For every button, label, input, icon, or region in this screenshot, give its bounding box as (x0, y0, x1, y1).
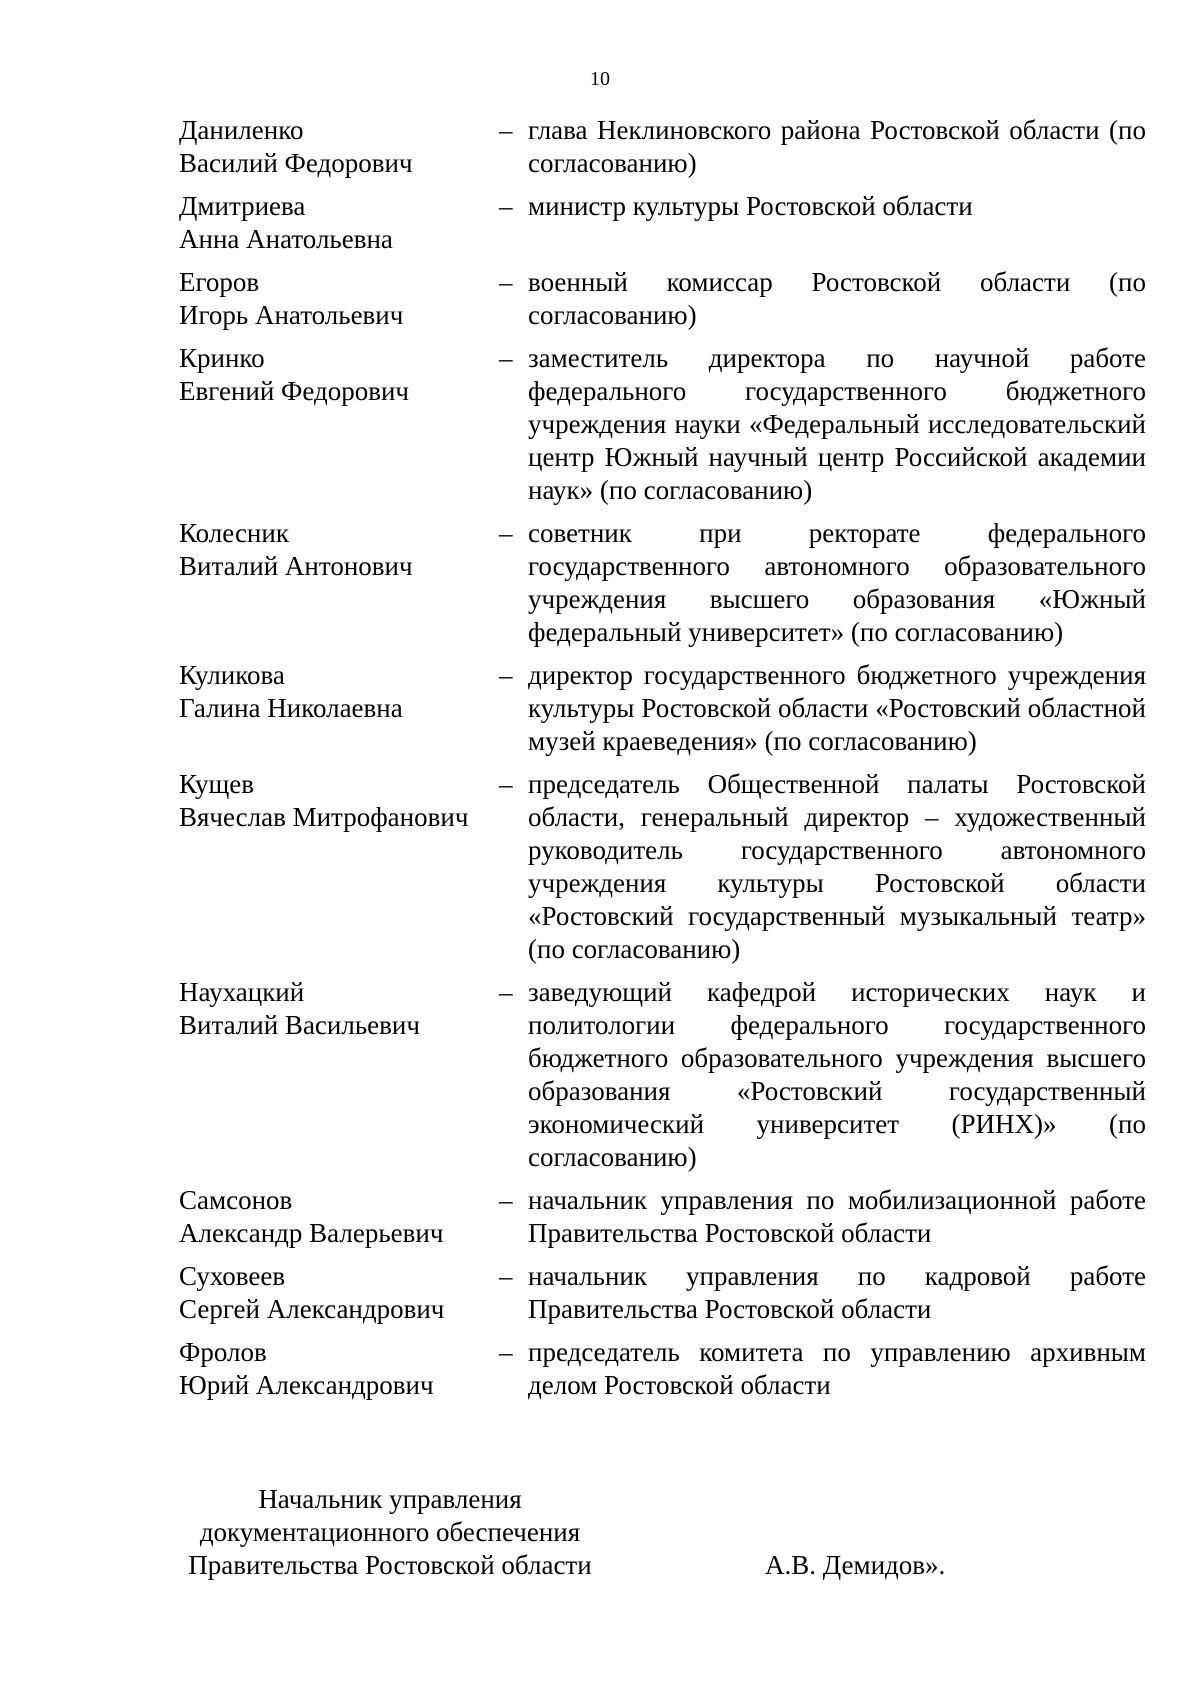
member-role: министр культуры Ростовской области (528, 191, 973, 221)
member-dash: – (499, 191, 513, 221)
member-surname: Кринко (179, 343, 265, 373)
signature-block (170, 1483, 1150, 1582)
member-surname: Даниленко (179, 115, 304, 145)
member-role: советник при ректорате федерального государственного автономного образовательного учреждения высшего образования «Южный федеральный университет» (по согласованию) (528, 518, 1146, 647)
member-surname: Куликова (179, 660, 285, 690)
member-entry (179, 976, 1146, 1174)
member-surname: Кущев (179, 769, 255, 799)
member-surname: Егоров (179, 267, 260, 297)
member-given-names: Галина Николаевна (179, 693, 403, 723)
member-name (179, 1184, 499, 1250)
member-role: начальник управления по мобилизационной работе Правительства Ростовской области (528, 1185, 1146, 1248)
signatory-title (170, 1483, 610, 1582)
signatory-title-line: Начальник управления (258, 1484, 522, 1514)
member-name (179, 517, 499, 649)
member-dash: – (499, 1185, 513, 1215)
member-given-names: Игорь Анатольевич (179, 300, 404, 330)
member-name (179, 1336, 499, 1402)
member-given-names: Василий Федорович (179, 148, 413, 178)
member-dash: – (499, 660, 513, 690)
member-entry (179, 1184, 1146, 1250)
member-name (179, 976, 499, 1174)
member-surname: Самсонов (179, 1185, 293, 1215)
members-list (179, 114, 1146, 1412)
member-dash: – (499, 267, 513, 297)
member-name (179, 1260, 499, 1326)
signatory-title-line: Правительства Ростовской области (188, 1550, 592, 1580)
member-dash: – (499, 977, 513, 1007)
member-surname: Наухацкий (179, 977, 305, 1007)
member-dash: – (499, 1261, 513, 1291)
member-role: председатель комитета по управлению архивным делом Ростовской области (528, 1337, 1146, 1400)
member-role: начальник управления по кадровой работе Правительства Ростовской области (528, 1261, 1146, 1324)
member-given-names: Сергей Александрович (179, 1294, 445, 1324)
member-given-names: Виталий Антонович (179, 551, 413, 581)
member-name (179, 190, 499, 256)
member-role: заместитель директора по научной работе федерального государственного бюджетного учреждения науки «Федеральный исследовательский центр Южный научный центр Российской академии наук» (по согласованию) (528, 343, 1146, 505)
member-role: заведующий кафедрой исторических наук и политологии федерального государственного бюджетного образовательного учреждения высшего образования «Ростовский государственный экономический университет (РИНХ)» (по согласованию) (528, 977, 1146, 1172)
member-dash: – (499, 343, 513, 373)
member-entry (179, 1260, 1146, 1326)
member-name (179, 114, 499, 180)
signatory-name: А.В. Демидов». (765, 1550, 946, 1580)
member-dash: – (499, 518, 513, 548)
member-given-names: Юрий Александрович (179, 1370, 434, 1400)
member-entry (179, 190, 1146, 256)
member-role: глава Неклиновского района Ростовской области (по согласованию) (528, 115, 1146, 178)
member-dash: – (499, 769, 513, 799)
member-entry (179, 768, 1146, 966)
member-name (179, 342, 499, 507)
member-role: председатель Общественной палаты Ростовской области, генеральный директор – художественный руководитель государственного автономного учреждения культуры Ростовской области «Ростовский государственный музыкальный театр» (по согласованию) (528, 769, 1146, 964)
signatory-title-line: документационного обеспечения (199, 1517, 581, 1547)
member-entry (179, 342, 1146, 507)
member-surname: Суховеев (179, 1261, 286, 1291)
member-entry (179, 517, 1146, 649)
member-entry (179, 1336, 1146, 1402)
member-name (179, 659, 499, 758)
member-surname: Дмитриева (179, 191, 306, 221)
member-given-names: Евгений Федорович (179, 376, 410, 406)
member-entry (179, 659, 1146, 758)
member-entry (179, 114, 1146, 180)
page-number: 10 (590, 68, 610, 90)
member-dash: – (499, 1337, 513, 1367)
member-given-names: Анна Анатольевна (179, 224, 393, 254)
member-surname: Фролов (179, 1337, 267, 1367)
member-name (179, 768, 499, 966)
member-given-names: Вячеслав Митрофанович (179, 802, 469, 832)
member-dash: – (499, 115, 513, 145)
member-role: директор государственного бюджетного учреждения культуры Ростовской области «Ростовский областной музей краеведения» (по согласованию) (528, 660, 1146, 756)
member-name (179, 266, 499, 332)
member-surname: Колесник (179, 518, 289, 548)
member-entry (179, 266, 1146, 332)
member-given-names: Александр Валерьевич (179, 1218, 444, 1248)
member-given-names: Виталий Васильевич (179, 1010, 420, 1040)
member-role: военный комиссар Ростовской области (по согласованию) (528, 267, 1146, 330)
